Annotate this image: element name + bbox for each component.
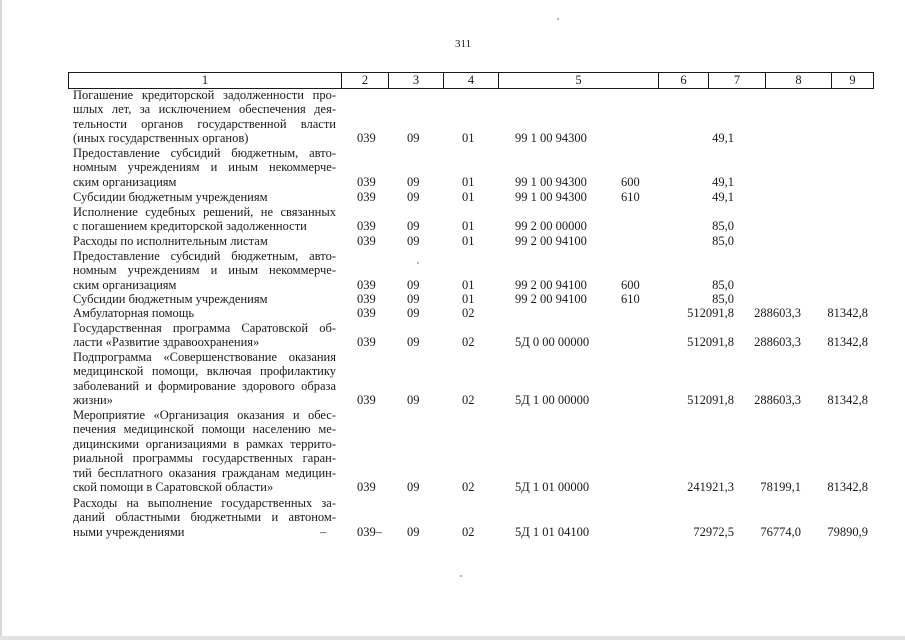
- amount-col9: 81342,8: [827, 306, 868, 320]
- target-article: 5Д 0 00 00000: [515, 335, 590, 350]
- ministry-code: 039–: [357, 524, 382, 539]
- description-line: Расходы по исполнительным листам: [73, 234, 268, 248]
- amount-col8: 288603,3: [754, 335, 801, 350]
- row-description: [73, 350, 336, 408]
- description-line: Исполнение судебных решений, не связанных: [73, 205, 336, 219]
- description-line: ским организациям: [73, 277, 177, 292]
- amount-col7: 85,0: [712, 234, 734, 248]
- amount-col7: 49,1: [712, 190, 734, 204]
- target-article: 99 2 00 00000: [515, 219, 587, 234]
- section-code: 09: [407, 335, 420, 350]
- section-code: 09: [407, 234, 420, 248]
- section-code: 09: [407, 174, 420, 189]
- ministry-code: 039: [357, 277, 376, 292]
- ministry-code: 039: [357, 480, 376, 494]
- ministry-code: 039: [357, 335, 376, 350]
- subsection-code: 02: [462, 393, 475, 408]
- ministry-code: 039: [357, 393, 376, 408]
- column-header: 2: [342, 73, 389, 89]
- description-line: номным учреждениям и иным некоммерче-: [73, 160, 336, 175]
- description-line: Подпрограмма «Совершенствование оказания: [73, 350, 336, 364]
- section-code: 09: [407, 292, 420, 306]
- row-description: [73, 306, 336, 320]
- description-line: Амбулаторная помощь: [73, 306, 195, 320]
- target-article: 99 2 00 94100: [515, 234, 587, 248]
- description-line: риальной программы государственных гаран-: [73, 451, 336, 466]
- row-description: [73, 321, 336, 350]
- description-line: Погашение кредиторской задолженности про-: [73, 88, 336, 102]
- target-article: 99 2 00 94100: [515, 277, 587, 292]
- subsection-code: 01: [462, 190, 475, 204]
- expense-type: 610: [621, 292, 640, 306]
- ministry-code: 039: [357, 131, 376, 146]
- amount-col7: 85,0: [712, 292, 734, 306]
- description-line: Мероприятие «Организация оказания и обес-: [73, 408, 336, 422]
- subsection-code: 02: [462, 306, 475, 320]
- column-header: 7: [709, 73, 766, 89]
- column-header: 5: [499, 73, 659, 89]
- amount-col7: 85,0: [712, 277, 734, 292]
- target-article: 99 1 00 94300: [515, 174, 587, 189]
- section-code: 09: [407, 219, 420, 234]
- amount-col7: 241921,3: [687, 480, 734, 494]
- description-line: шлых лет, за исключением обеспечения дея-: [73, 102, 336, 117]
- ministry-code: 039: [357, 292, 376, 306]
- ministry-code: 039: [357, 219, 376, 234]
- page-number: 311: [455, 38, 472, 50]
- description-line: дицинскими организациями в рамках террито-: [73, 436, 336, 451]
- section-code: 09: [407, 277, 420, 292]
- subsection-code: 01: [462, 131, 475, 146]
- ministry-code: 039: [357, 234, 376, 248]
- target-article: 5Д 1 00 00000: [515, 393, 590, 408]
- section-code: 09: [407, 393, 420, 408]
- description-line: номным учреждениям и иным некоммерче-: [73, 263, 336, 278]
- amount-col7: 512091,8: [687, 393, 734, 408]
- row-description: [73, 146, 336, 189]
- amount-col7: 72972,5: [693, 524, 734, 539]
- amount-col9: 81342,8: [827, 393, 868, 408]
- target-article: 5Д 1 01 00000: [515, 480, 590, 494]
- description-line: заболеваний и формирование здорового образа: [73, 378, 336, 393]
- row-description: [73, 249, 336, 292]
- amount-col7: 85,0: [712, 219, 734, 234]
- amount-col7: 49,1: [712, 131, 734, 146]
- description-line: (иных государственных органов): [73, 131, 249, 146]
- description-line: тельности органов государственной власти: [73, 116, 336, 131]
- description-line: ласти «Развитие здравоохранения»: [73, 335, 260, 350]
- amount-col9: 81342,8: [827, 335, 868, 350]
- row-description: [73, 292, 336, 306]
- subsection-code: 01: [462, 174, 475, 189]
- description-line: Предоставление субсидий бюджетным, авто-: [73, 249, 336, 263]
- amount-col8: 288603,3: [754, 306, 801, 320]
- description-line: Расходы на выполнение государственных за-: [73, 496, 336, 510]
- dash-mark: –: [320, 524, 327, 539]
- row-description: [73, 190, 336, 204]
- ministry-code: 039: [357, 174, 376, 189]
- row-description: [73, 496, 336, 539]
- description-line: с погашением кредиторской задолженности: [73, 219, 307, 234]
- target-article: 5Д 1 01 04100: [515, 524, 590, 539]
- ministry-code: 039: [357, 306, 376, 320]
- subsection-code: 01: [462, 292, 475, 306]
- expense-type: 610: [621, 190, 640, 204]
- row-description: [73, 205, 336, 234]
- section-code: 09: [407, 190, 420, 204]
- description-line: Субсидии бюджетным учреждениям: [73, 292, 268, 306]
- description-line: ской помощи в Саратовской области»: [73, 479, 274, 494]
- description-line: медицинской помощи, включая профилактику: [73, 364, 336, 379]
- subsection-code: 01: [462, 277, 475, 292]
- target-article: 99 1 00 94300: [515, 190, 587, 204]
- description-line: Предоставление субсидий бюджетным, авто-: [73, 146, 336, 160]
- column-header: 4: [444, 73, 499, 89]
- description-line: тий бесплатного оказания гражданам медицин-: [73, 465, 336, 480]
- target-article: 99 2 00 94100: [515, 292, 587, 306]
- description-line: Субсидии бюджетным учреждениям: [73, 190, 268, 204]
- description-line: даний областными бюджетными и автоном-: [73, 510, 336, 525]
- column-header: 3: [389, 73, 444, 89]
- description-line: ским организациям: [73, 174, 177, 189]
- section-code: 09: [407, 131, 420, 146]
- expense-type: 600: [621, 174, 640, 189]
- target-article: 99 1 00 94300: [515, 131, 587, 146]
- column-header: 8: [766, 73, 832, 89]
- amount-col8: 78199,1: [760, 480, 801, 494]
- column-header: 1: [69, 73, 342, 89]
- description-line: жизни»: [73, 393, 113, 408]
- column-header: 6: [659, 73, 709, 89]
- expense-type: 600: [621, 277, 640, 292]
- amount-col8: 76774,0: [760, 524, 801, 539]
- amount-col9: 79890,9: [827, 524, 868, 539]
- description-line: печения медицинской помощи населению ме-: [73, 422, 336, 437]
- subsection-code: 01: [462, 234, 475, 248]
- subsection-code: 01: [462, 219, 475, 234]
- subsection-code: 02: [462, 335, 475, 350]
- amount-col7: 512091,8: [687, 306, 734, 320]
- column-header: 9: [832, 73, 874, 89]
- section-code: 09: [407, 306, 420, 320]
- amount-col8: 288603,3: [754, 393, 801, 408]
- amount-col9: 81342,8: [827, 480, 868, 494]
- row-description: [73, 234, 336, 248]
- amount-col7: 512091,8: [687, 335, 734, 350]
- description-line: Государственная программа Саратовской об-: [73, 321, 336, 335]
- description-line: ными учреждениями: [73, 524, 185, 539]
- subsection-code: 02: [462, 480, 475, 494]
- amount-col7: 49,1: [712, 174, 734, 189]
- row-description: [73, 408, 336, 494]
- section-code: 09: [407, 524, 420, 539]
- ministry-code: 039: [357, 190, 376, 204]
- subsection-code: 02: [462, 524, 475, 539]
- section-code: 09: [407, 480, 420, 494]
- row-description: [73, 88, 336, 146]
